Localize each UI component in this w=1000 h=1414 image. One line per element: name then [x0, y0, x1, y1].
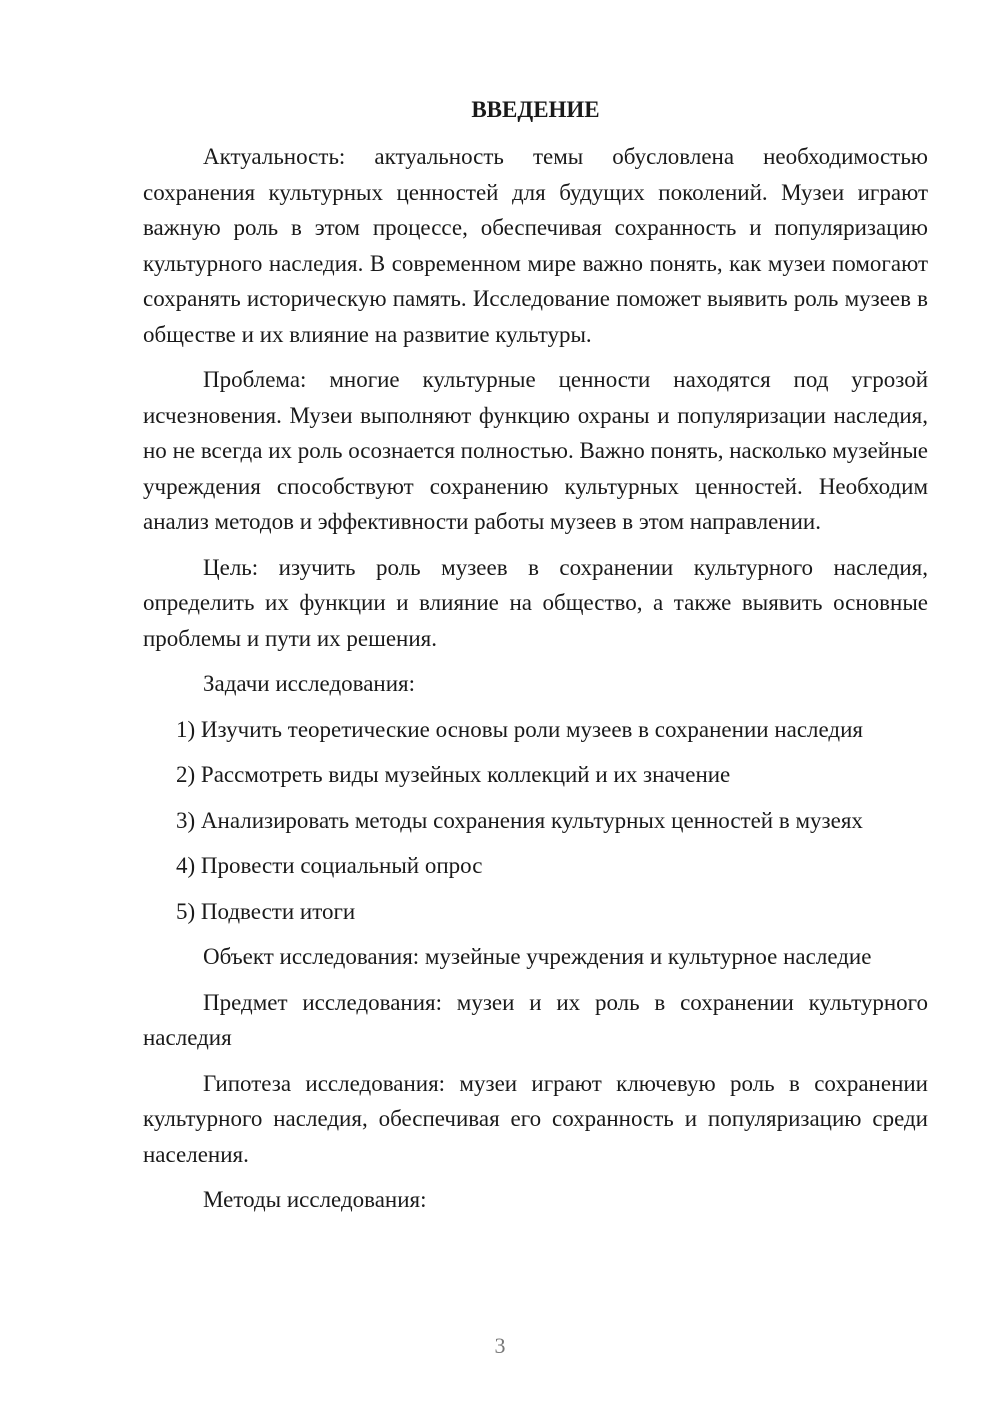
page-number: 3	[494, 1333, 506, 1358]
methods-heading: Методы исследования:	[203, 1187, 427, 1212]
research-object: Объект исследования: музейные учреждения и культурное наследие	[203, 944, 872, 969]
task-item: 1) Изучить теоретические основы роли музеев в сохранении наследия	[176, 716, 864, 742]
problem-paragraph: Проблема: многие культурные ценности находятся под угрозой исчезновения. Музеи выполняют функцию охраны и популяризации наследия, но не всегда их роль осознается полностью. Важно понять, насколько музейные учреждения способствуют сохранению культурных ценностей. Необходим анализ методов и эффективности работы музеев в этом направлении.	[143, 367, 928, 534]
task-item: 2) Рассмотреть виды музейных коллекций и их значение	[176, 762, 731, 787]
tasks-list	[143, 712, 928, 930]
section-title: ВВЕДЕНИЕ	[471, 97, 600, 122]
task-item: 3) Анализировать методы сохранения культурных ценностей в музеях	[176, 807, 863, 833]
research-hypothesis: Гипотеза исследования: музеи играют ключевую роль в сохранении культурного наследия, обеспечивая его сохранность и популяризацию среди населения.	[143, 1070, 928, 1167]
tasks-heading: Задачи исследования:	[203, 671, 416, 696]
page-content	[143, 95, 928, 1228]
research-subject: Предмет исследования: музеи и их роль в сохранении культурного наследия	[143, 989, 928, 1050]
goal-paragraph: Цель: изучить роль музеев в сохранении культурного наследия, определить их функции и влияние на общество, а также выявить основные проблемы и пути их решения.	[143, 554, 928, 651]
task-item: 4) Провести социальный опрос	[176, 853, 483, 878]
task-item: 5) Подвести итоги	[176, 898, 356, 924]
relevance-paragraph: Актуальность: актуальность темы обусловлена необходимостью сохранения культурных ценностей для будущих поколений. Музеи играют важную роль в этом процессе, обеспечивая сохранность и популяризацию культурного наследия. В современном мире важно понять, как музеи помогают сохранять историческую память. Исследование поможет выявить роль музеев в обществе и их влияние на развитие культуры.	[143, 144, 928, 347]
